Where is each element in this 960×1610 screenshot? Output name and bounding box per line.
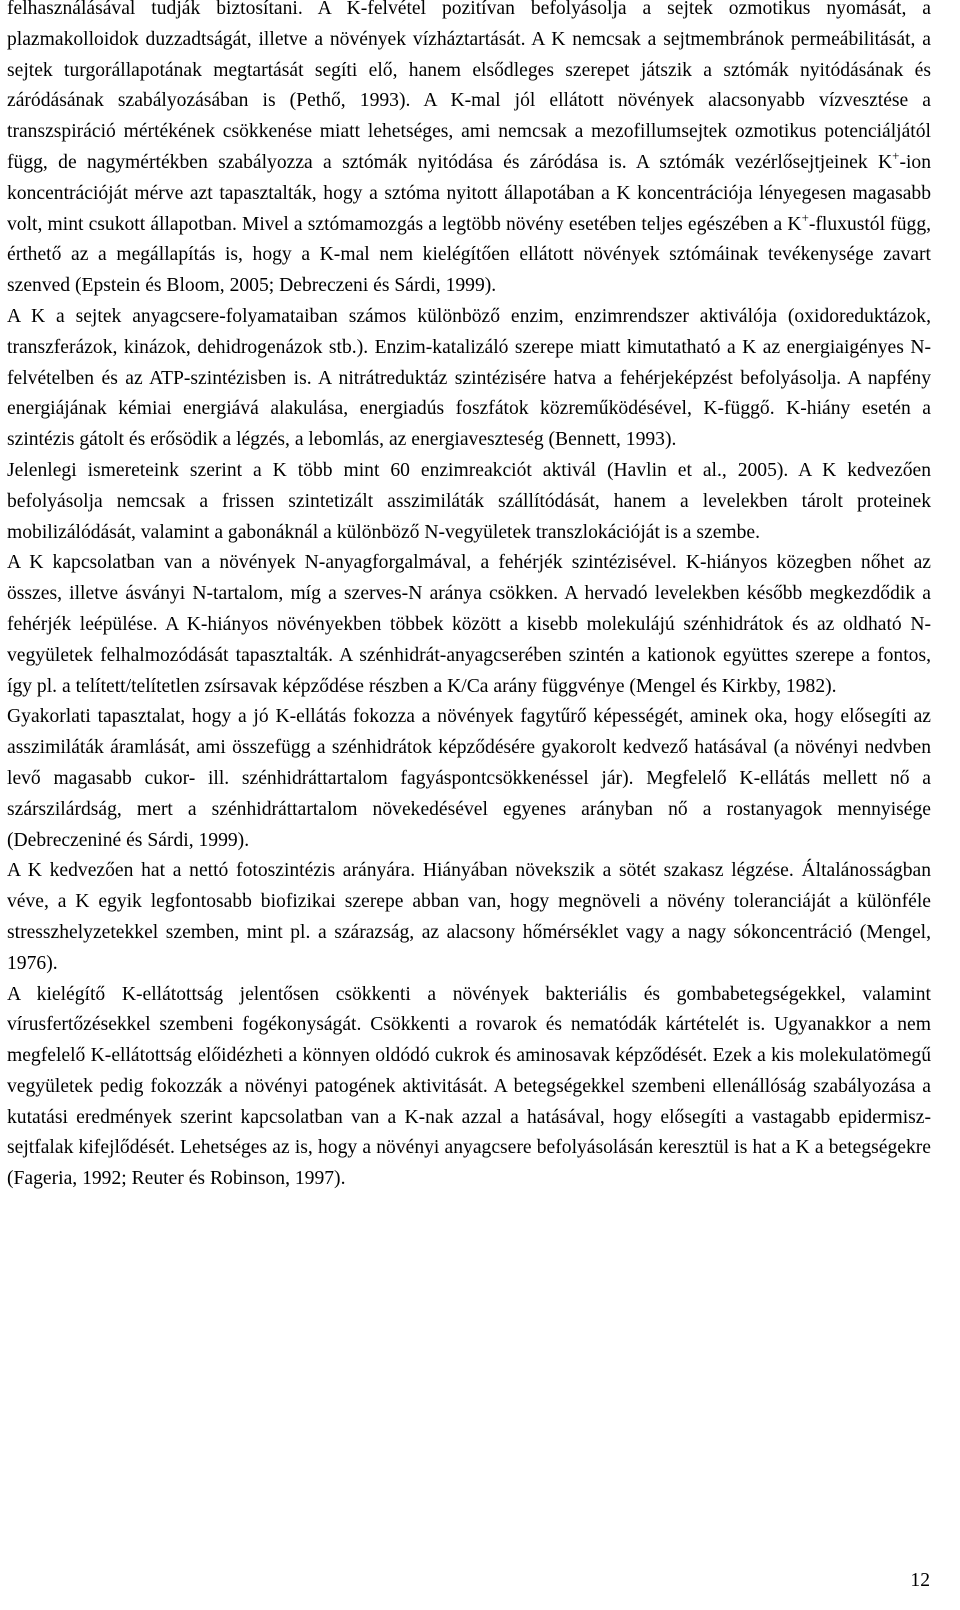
paragraph-stomata: [7, 0, 931, 302]
paragraph-text: felhasználásával tudják biztosítani. A K-felvétel pozitívan befolyásolja a sejtek ozmotikus nyomását, a plazmakolloidok duzzadtságát, illetve a növények vízháztartását. A K nemcsak a sejtmembránok permeábilitását, a sejtek turgorállapotának megtartását segíti elő, hanem elsődleges szerepet játszik a sztómák nyitódásának és záródásának szabályozásában is (Pethő, 1993). A K-mal jól ellátott növények alacsonyabb vízvesztése a transzspiráció mértékének csökkenése miatt lehetséges, ami nemcsak a mezofillumsejtek ozmotikus potenciáljától függ, de nagymértékben szabályozza a sztómák nyitódása és záródása is. A sztómák vezérlősejtjeinek K: [7, 0, 931, 173]
paragraph-disease-resistance: [7, 980, 931, 1196]
paragraph-text: A K kedvezően hat a nettó fotoszintézis arányára. Hiányában növekszik a sötét szakasz légzése. Általánosságban véve, a K egyik legfontosabb biofizikai szerepe abban van, hogy megnöveli a növény toleranciáját a különféle stresszhelyzetekkel szemben, mint pl. a szárazság, az alacsony hőmérséklet vagy a nagy sókoncentráció (Mengel, 1976).: [7, 860, 931, 974]
superscript: +: [892, 147, 900, 163]
superscript: +: [801, 209, 809, 225]
paragraph-text: A kielégítő K-ellátottság jelentősen csökkenti a növények bakteriális és gombabetegségekkel, valamint vírusfertőzésekkel szembeni fogékonyságát. Csökkenti a rovarok és nematódák kártételét is. Ugyanakkor a nem megfelelő K-ellátottság előidézheti a könnyen oldódó cukrok és aminosavak képződését. Ezek a kis molekulatömegű vegyületek pedig fokozzák a növényi patogének aktivitását. A betegségekkel szembeni ellenállóság szabályozása a kutatási eredmények szerint kapcsolatban van a K-nak azzal a hatásával, hogy elősegíti a vastagabb epidermisz-sejtfalak kifejlődését. Lehetséges az is, hogy a növényi anyagcsere befolyásolásán keresztül is hat a K a betegségekre (Fageria, 1992; Reuter és Robinson, 1997).: [7, 983, 931, 1190]
paragraph-enzymes: [7, 302, 931, 456]
paragraph-text: A K kapcsolatban van a növények N-anyagforgalmával, a fehérjék szintézisével. K-hiányos közegben nőhet az összes, illetve ásványi N-tartalom, míg a szerves-N aránya csökken. A hervadó levelekben később megkezdődik a fehérjék leépülése. A K-hiányos növényekben többek között a kisebb molekulájú szénhidrátok és az oldható N-vegyületek felhalmozódását tapasztalták. A szénhidrát-anyagcserében szintén a kationok együttes szerepe a fontos, így pl. a telített/telítetlen zsírsavak képződése részben a K/Ca arány függvénye (Mengel és Kirkby, 1982).: [7, 552, 931, 697]
paragraph-photosynthesis: [7, 856, 931, 979]
paragraph-text: A K a sejtek anyagcsere-folyamataiban számos különböző enzim, enzimrendszer aktiválója (oxidoreduktázok, transzferázok, kinázok, dehidrogenázok stb.). Enzim-katalizáló szerepe miatt kimutatható a K az energiaigényes N-felvételben és az ATP-szintézisben is. A nitrátreduktáz szintézisére hatva a fehérjeképzést befolyásolja. A napfény energiájának kémiai energiává alakulása, energiadús foszfátok közreműködésével, K-függő. K-hiány esetén a szintézis gátolt és erősödik a légzés, a lebomlás, az energiaveszteség (Bennett, 1993).: [7, 305, 931, 451]
document-body: [7, 0, 931, 1195]
paragraph-text: -fluxustól függ, érthető az a megállapítás is, hogy a K-mal nem kielégítően ellátott növények sztómáinak tevékenysége zavart szenved (Epstein és Bloom, 2005; Debreczeni és Sárdi, 1999).: [7, 213, 932, 297]
paragraph-text: -ion koncentrációját mérve azt tapasztalták, hogy a sztóma nyitott állapotában a K koncentrációja lényegesen magasabb volt, mint csukott állapotban. Mivel a sztómamozgás a legtöbb növény esetében teljes egészében a K: [7, 151, 931, 235]
paragraph-nitrogen-metabolism: [7, 548, 931, 702]
paragraph-text: Jelenlegi ismereteink szerint a K több mint 60 enzimreakciót aktivál (Havlin et al., 2005). A K kedvezően befolyásolja nemcsak a frissen szintetizált asszimiláták szállítódását, hanem a levelekben tárolt proteinek mobilizálódását, valamint a gabonáknál a különböző N-vegyületek transzlokációját is a szembe.: [7, 459, 931, 543]
page-number: 12: [910, 1570, 930, 1591]
paragraph-frost-tolerance: [7, 702, 931, 856]
paragraph-text: Gyakorlati tapasztalat, hogy a jó K-ellátás fokozza a növények fagytűrő képességét, aminek oka, hogy elősegíti az asszimiláták áramlását, ami összefügg a szénhidrátok képződésére gyakorolt kedvező hatásával (a növényi nedvben levő magasabb cukor- ill. szénhidráttartalom fagyáspontcsökkenéssel jár). Megfelelő K-ellátás mellett nő a szárszilárdság, mert a szénhidráttartalom növekedésével egyenes arányban nő a rostanyagok mennyisége (Debreczeniné és Sárdi, 1999).: [7, 706, 931, 851]
paragraph-enzyme-reactions: [7, 456, 931, 548]
